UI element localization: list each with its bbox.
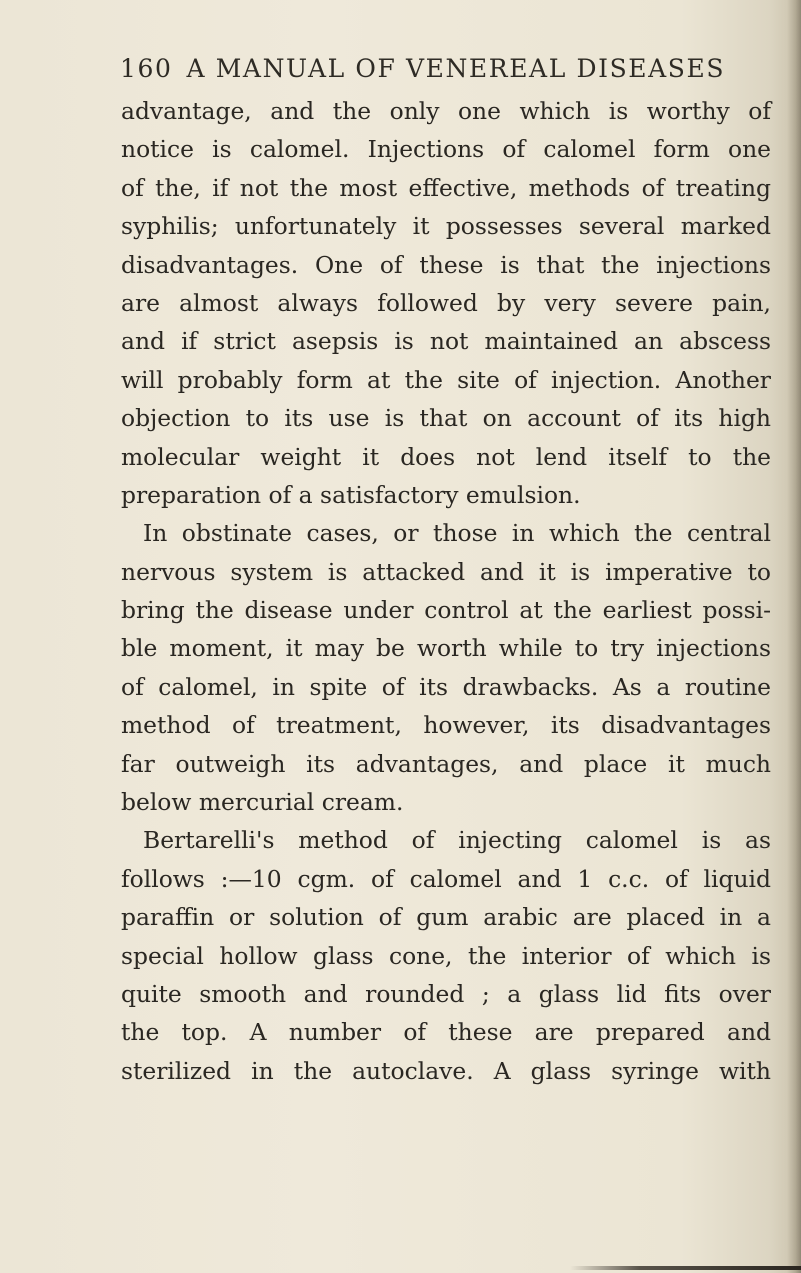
text-line: will probably form at the site of injection. Another [121,365,771,394]
text-line: are almost always followed by very severe pain, [121,288,771,317]
paragraph [121,92,771,514]
text-line: syphilis; unfortunately it possesses several marked [121,212,771,241]
text-line: molecular weight it does not lend itself to the [121,442,771,471]
text-line: method of treatment, however, its disadvantages [121,711,771,740]
text-line: nervous system is attacked and it is imperative to [121,557,771,586]
paragraph [121,514,771,821]
text-line: ble moment, it may be worth while to try injections [121,634,771,663]
text-line: sterilized in the autoclave. A glass syringe with [121,1056,771,1085]
text-line: the top. A number of these are prepared and [121,1018,771,1047]
text-line: special hollow glass cone, the interior of which is [121,941,771,970]
text-line: of the, if not the most effective, methods of treating [121,173,771,202]
body-text [121,92,771,1090]
text-line: follows :—10 cgm. of calomel and 1 c.c. of liquid [121,864,771,893]
text-line: below mercurial cream. [121,788,404,817]
text-line: of calomel, in spite of its drawbacks. As a routine [121,672,771,701]
text-line: notice is calomel. Injections of calomel form one [121,135,771,164]
text-line: bring the disease under control at the earliest possi- [121,596,771,625]
text-line: far outweigh its advantages, and place it much [121,749,771,778]
running-header [120,54,780,83]
text-line: disadvantages. One of these is that the injections [121,250,771,279]
text-line: preparation of a satisfactory emulsion. [121,480,581,509]
text-line: Bertarelli's method of injecting calomel is as [143,826,771,855]
paragraph [121,821,771,1090]
text-line: quite smooth and rounded ; a glass lid fits over [121,979,771,1008]
page-number: 160 [120,54,173,83]
running-title: A MANUAL OF VENEREAL DISEASES [186,54,726,83]
text-line: In obstinate cases, or those in which the central [143,519,771,548]
text-line: objection to its use is that on account of its high [121,404,771,433]
text-line: and if strict asepsis is not maintained an abscess [121,327,771,356]
scan-edge-shadow [570,1266,801,1270]
text-line: advantage, and the only one which is worthy of [121,97,771,125]
text-line: paraffin or solution of gum arabic are placed in a [121,903,771,932]
page-edge-shadow [787,0,801,1273]
